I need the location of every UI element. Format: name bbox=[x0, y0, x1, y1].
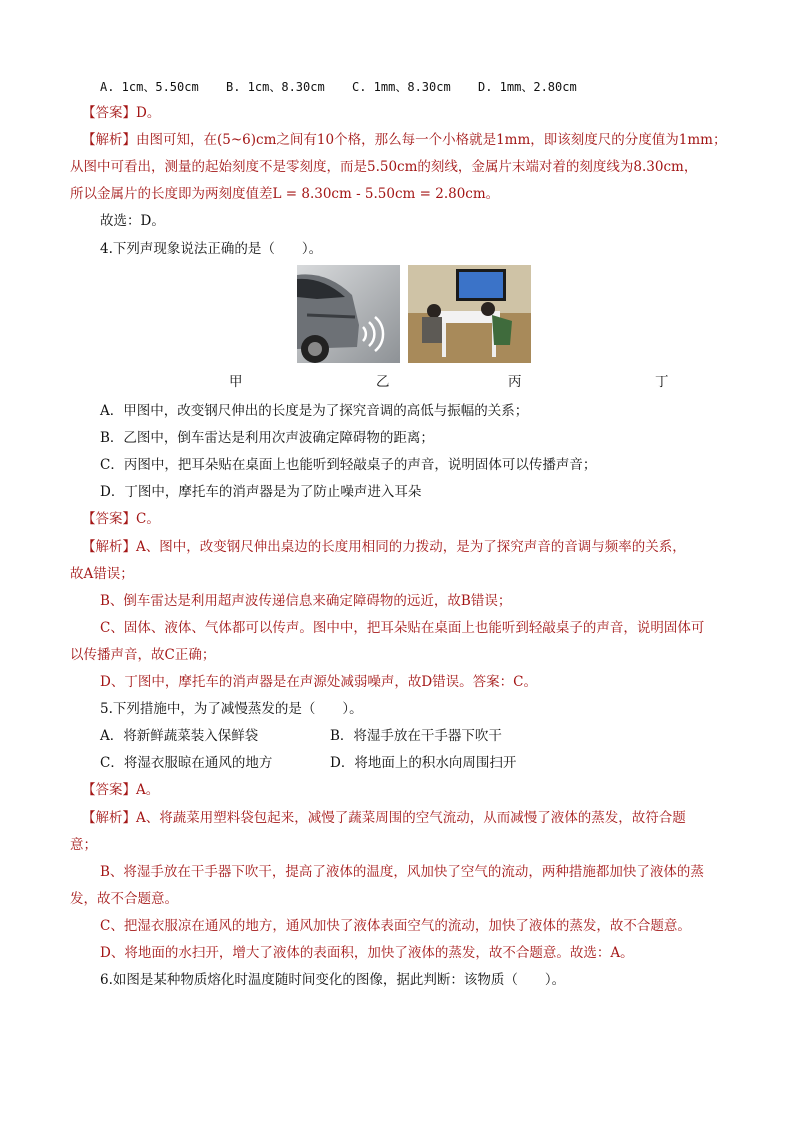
answer-tag: 【答案】 bbox=[82, 511, 136, 527]
q3-analysis-line-2: 从图中可看出，测量的起始刻度不是零刻度，而是5.50cm的刻线，金属片末端对着的刻度线为8.30cm， bbox=[70, 159, 698, 175]
figure-label-yi: 乙 bbox=[376, 374, 390, 390]
q4-stem: 4.下列声现象说法正确的是（ ）。 bbox=[100, 241, 323, 257]
analysis-tag: 【解析】 bbox=[82, 539, 136, 555]
answer-tag: 【答案】 bbox=[82, 782, 136, 798]
q5-option-d: D．将地面上的积水向周围扫开 bbox=[330, 755, 517, 771]
q5-stem: 5.下列措施中，为了减慢蒸发的是（ ）。 bbox=[100, 701, 363, 717]
q5-analysis-c: C、把湿衣服凉在通风的地方，通风加快了液体表面空气的流动，加快了液体的蒸发，故不合题意。 bbox=[100, 918, 691, 934]
ear-on-table-image bbox=[408, 265, 531, 363]
q4-option-a: A．甲图中，改变钢尺伸出的长度是为了探究音调的高低与振幅的关系； bbox=[100, 403, 529, 419]
q5-analysis-a-line-1 bbox=[82, 809, 686, 827]
q5-answer bbox=[82, 781, 159, 799]
q3-analysis-line-1 bbox=[82, 131, 726, 149]
answer-value: A。 bbox=[136, 782, 160, 798]
q4-analysis-a-line-1 bbox=[82, 538, 686, 556]
q4-analysis-c-line-2: 以传播声音，故C正确； bbox=[70, 647, 216, 663]
q6-stem: 6.如图是某种物质熔化时温度随时间变化的图像，据此判断：该物质（ ）。 bbox=[100, 972, 566, 988]
q4-option-b: B．乙图中，倒车雷达是利用次声波确定障碍物的距离； bbox=[100, 430, 434, 446]
answer-tag: 【答案】 bbox=[82, 105, 136, 121]
q5-analysis-a-line-2: 意； bbox=[70, 837, 97, 853]
q4-analysis-a-line-2: 故A错误； bbox=[70, 566, 134, 582]
q4-analysis-d: D、丁图中，摩托车的消声器是在声源处减弱噪声，故D错误。答案：C。 bbox=[100, 674, 537, 690]
q3-option-b: B. 1cm、8.30cm bbox=[226, 80, 325, 94]
q5-option-a: A．将新鲜蔬菜装入保鲜袋 bbox=[100, 728, 259, 744]
q3-option-d: D. 1mm、2.80cm bbox=[478, 80, 577, 94]
analysis-text: 由图可知，在(5~6)cm之间有10个格，那么每一个小格就是1mm，即该刻度尺的分度值为1mm； bbox=[136, 132, 727, 148]
q5-analysis-b-line-2: 发，故不合题意。 bbox=[70, 891, 178, 907]
analysis-tag: 【解析】 bbox=[82, 810, 136, 826]
q3-answer bbox=[82, 104, 160, 122]
q4-answer bbox=[82, 510, 160, 528]
q3-select: 故选：D。 bbox=[100, 213, 165, 229]
q5-option-c: C．将湿衣服晾在通风的地方 bbox=[100, 755, 273, 771]
answer-value: D。 bbox=[136, 105, 161, 121]
q5-option-b: B．将湿手放在干手器下吹干 bbox=[330, 728, 502, 744]
figure-label-ding: 丁 bbox=[655, 374, 669, 390]
q3-option-c: C. 1mm、8.30cm bbox=[352, 80, 451, 94]
figure-label-bing: 丙 bbox=[508, 374, 522, 390]
q5-analysis-b-line-1: B、将湿手放在干手器下吹干，提高了液体的温度，风加快了空气的流动，两种措施都加快了液体的蒸 bbox=[100, 864, 704, 880]
q4-option-d: D．丁图中，摩托车的消声器是为了防止噪声进入耳朵 bbox=[100, 484, 422, 500]
analysis-tag: 【解析】 bbox=[82, 132, 136, 148]
figure-label-jia: 甲 bbox=[229, 374, 243, 390]
q5-analysis-d: D、将地面的水扫开，增大了液体的表面积，加快了液体的蒸发，故不合题意。故选：A。 bbox=[100, 945, 634, 961]
q4-option-c: C．丙图中，把耳朵贴在桌面上也能听到轻敲桌子的声音，说明固体可以传播声音； bbox=[100, 457, 597, 473]
q3-option-a: A. 1cm、5.50cm bbox=[100, 80, 199, 94]
analysis-text: A、将蔬菜用塑料袋包起来，减慢了蔬菜周围的空气流动，从而减慢了液体的蒸发，故符合题 bbox=[136, 810, 686, 826]
q3-analysis-line-3: 所以金属片的长度即为两刻度值差L = 8.30cm - 5.50cm = 2.80cm。 bbox=[70, 186, 500, 202]
car-radar-image bbox=[297, 265, 400, 363]
answer-value: C。 bbox=[136, 511, 160, 527]
q4-analysis-c-line-1: C、固体、液体、气体都可以传声。图中中，把耳朵贴在桌面上也能听到轻敲桌子的声音，说明固体可 bbox=[100, 620, 705, 636]
analysis-text: A、图中，改变钢尺伸出桌边的长度用相同的力拨动，是为了探究声音的音调与频率的关系， bbox=[136, 539, 686, 555]
q4-analysis-b: B、倒车雷达是利用超声波传递信息来确定障碍物的远近，故B错误； bbox=[100, 593, 512, 609]
